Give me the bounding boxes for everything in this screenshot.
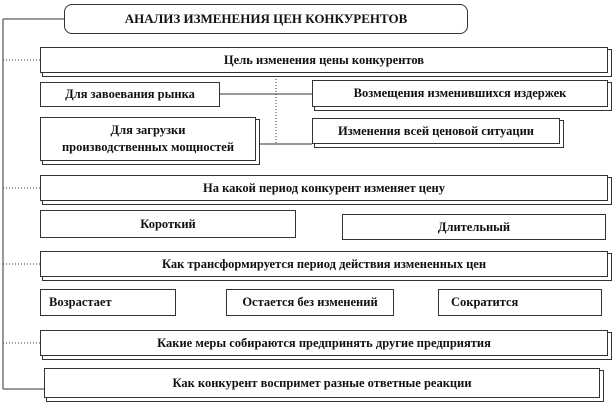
measures-header-text: Какие меры собираются предпринять другие предприятия: [157, 335, 491, 350]
transform-same-text: Остается без изменений: [242, 295, 378, 310]
measures-header-box: [40, 330, 608, 356]
period-short-text: Короткий: [140, 216, 196, 231]
goal-costs-box: [312, 80, 608, 107]
transform-header-box: [40, 251, 608, 277]
reaction-header-text: Как конкурент воспримет разные ответные реакции: [172, 375, 472, 390]
goal-prices-text: Изменения всей ценовой ситуации: [338, 123, 534, 138]
transform-grow-box: [40, 289, 176, 316]
goal-market-text: Для завоевания рынка: [65, 87, 195, 102]
goal-prices-box: [312, 118, 560, 144]
goal-header-box: [40, 47, 608, 73]
goal-capacity-line1: Для загрузки: [110, 123, 186, 138]
transform-header-text: Как трансформируется период действия измененных цен: [161, 256, 487, 271]
goal-header-text: Цель изменения цены конкурентов: [223, 52, 425, 67]
period-long-text: Длительный: [437, 219, 511, 234]
diagram-title: [64, 4, 468, 34]
goal-market-box: [40, 82, 220, 107]
goal-capacity-line2: производственных мощностей: [61, 140, 235, 154]
period-short-box: [40, 210, 296, 238]
goal-capacity-box: [40, 117, 256, 161]
reaction-header-box: [44, 368, 600, 398]
goal-costs-text: Возмещения изменившихся издержек: [353, 86, 567, 101]
diagram-title-text: АНАЛИЗ ИЗМЕНЕНИЯ ЦЕН КОНКУРЕНТОВ: [124, 11, 408, 27]
period-long-box: [342, 214, 606, 240]
transform-grow-text: Возрастает: [49, 295, 112, 310]
transform-same-box: [226, 289, 394, 316]
transform-shrink-text: Сократится: [451, 295, 519, 310]
period-header-text: На какой период конкурент изменяет цену: [202, 180, 446, 195]
period-header-box: [40, 175, 608, 201]
transform-shrink-box: [438, 289, 602, 316]
